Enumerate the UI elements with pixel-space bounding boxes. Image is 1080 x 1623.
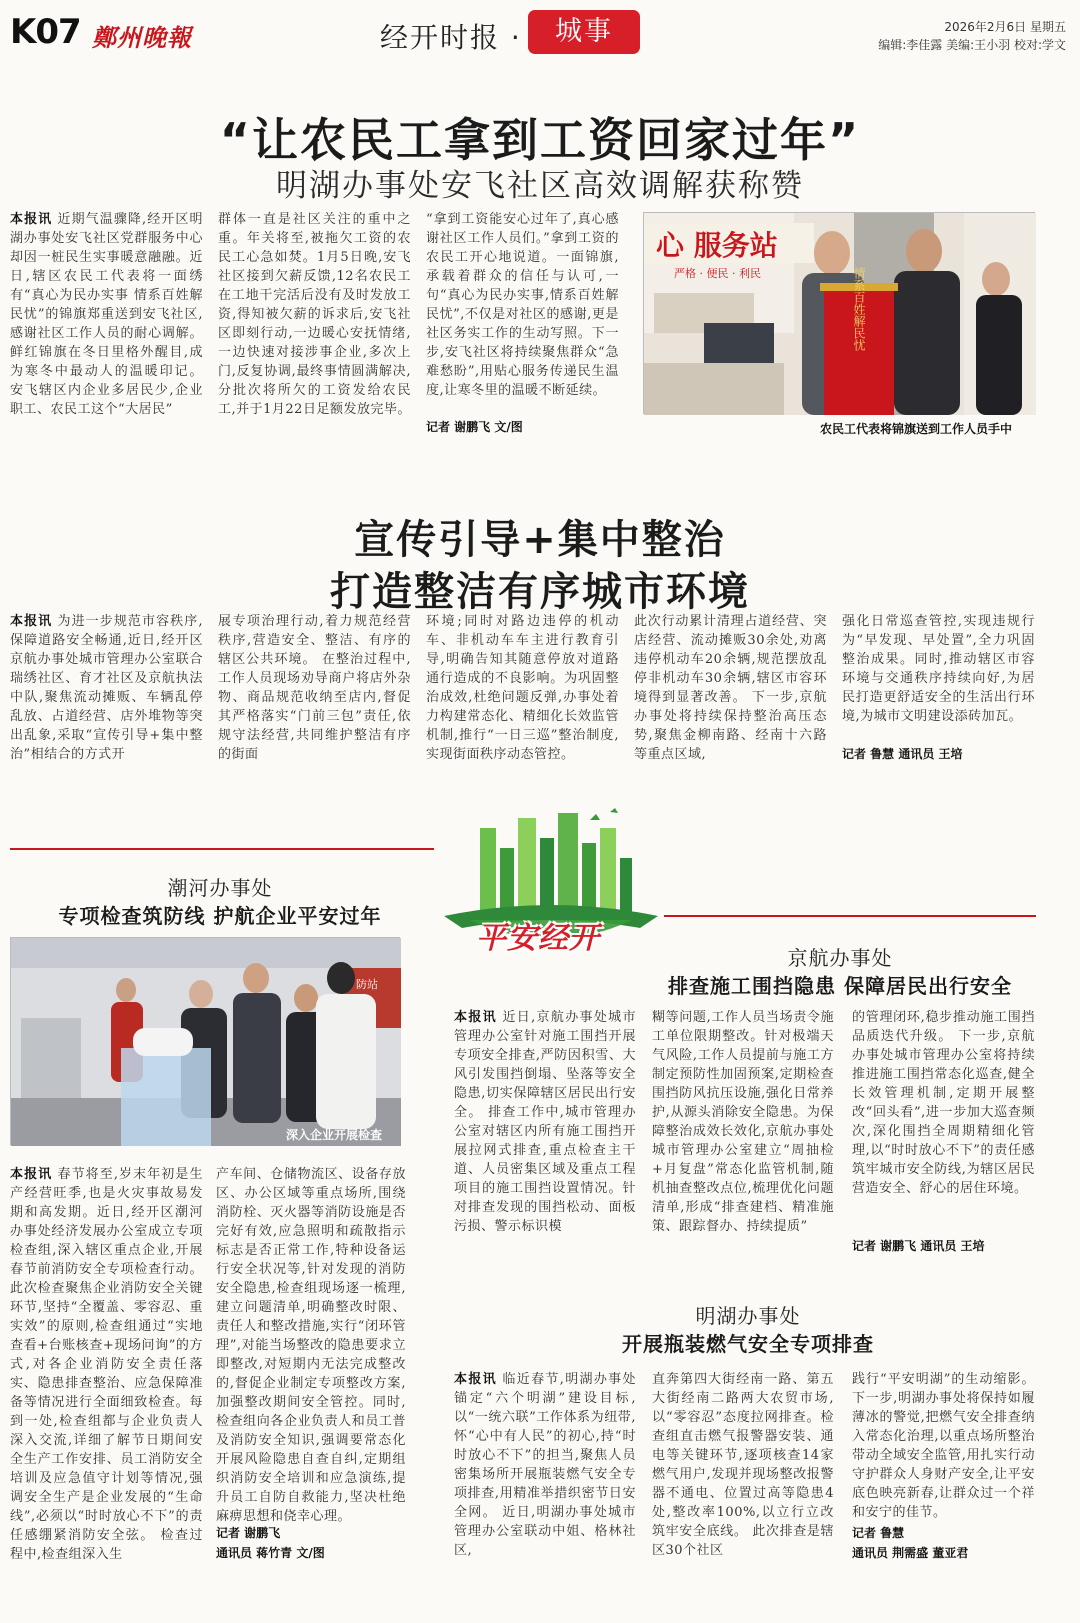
article5-col1-text: 临近春节,明湖办事处锚定“六个明湖”建设目标,以“一统六联”工作体系为纽带,怀“心中有人民”的初心,持“时时放心不下”的担当,聚焦人员密集场所开展瓶装燃气安全专项排查,用精准举措织密节日安全网。 近日,明湖办事处城市管理办公室联动中姐、格林社区, bbox=[454, 1372, 636, 1558]
article4-credit: 记者 谢鹏飞 通讯员 王培 bbox=[852, 1239, 985, 1253]
article1-lead: 本报讯 bbox=[10, 212, 53, 227]
article5-credit-1: 记者 鲁慧 bbox=[852, 1526, 905, 1540]
article1-subtitle: 明湖办事处安飞社区高效调解获称赞 bbox=[276, 168, 804, 204]
article2-column-5: 强化日常巡查管控,实现违规行为“早发现、早处置”,全力巩固整治成果。同时,推动辖区市容环境与交通秩序持续向好,为居民打造更舒适安全的生活出行环境,为城市文明建设添砖加瓦。 bbox=[842, 614, 1035, 724]
article1-column-2: 群体一直是社区关注的重中之重。年关将至,被拖欠工资的农民工心急如焚。1月5日晚,安飞社区接到欠薪反馈,12名农民工在工地干完活后没有及时发放工资,得知被欠薪的诉求后,安飞社区即刻行动,一边暖心安抚情绪,一边快速对接涉事企业,多次上门,反复协调,最终事情圆满解决,分批次将所欠的工资发给农民工,并于1月22日足额发放完毕。 bbox=[218, 212, 411, 417]
article3-credit-2: 通讯员 蒋竹青 文/图 bbox=[216, 1546, 325, 1560]
article2-lead: 本报讯 bbox=[10, 614, 53, 629]
article5-column-2: 直奔第四大街经南一路、第五大街经南二路两大农贸市场,以“零容忍”态度拉网排查。检查组直击燃气报警器安装、通电等关键环节,逐项核查14家燃气用户,发现并现场整改报警器不通电、位置过高等隐患4处,整改率100%,以立行立改筑牢安全底线。 此次排查是辖区30个社区 bbox=[652, 1372, 834, 1558]
article3-rule bbox=[10, 848, 434, 850]
photo-sign-text: 心 服务站 bbox=[656, 229, 778, 262]
article3-col1-text: 春节将至,岁末年初是生产经营旺季,也是火灾事故易发期和高发期。近日,经开区潮河办事处经济发展办公室成立专项检查组,深入辖区重点企业,开展春节前消防安全专项检查行动。 此次检查聚焦企业消防安全关键环节,坚持“全覆盖、零容忍、重实效”的原则,检查组通过“实地查看+台账核查+现场问询”的方式,对各企业消防安全责任落实、隐患排查整治、应急保障准备等情况进行全面细致检查。每到一处,检查组都与企业负责人深入交流,详细了解节日期间安全生产工作安排、员工消防安全培训及应急值守计划等情况,强调安全生产是企业发展的“生命线”,必须以“时时放心不下”的责任感绷紧消防安全弦。 检查过程中,检查组深入生 bbox=[10, 1167, 203, 1562]
article4-org: 京航办事处 bbox=[787, 946, 893, 970]
article4-col1-text: 近日,京航办事处城市管理办公室针对施工围挡开展专项安全排查,严防因积雪、大风引发围挡倒塌、坠落等安全隐患,切实保障辖区居民出行安全。 排查工作中,城市管理办公室对辖区内所有施工围挡开展拉网式排查,重点检查主干道、人员密集区域及重点工程项目的施工围挡设置情况。针对排查发现的围挡松动、面板污损、警示标识模 bbox=[454, 1010, 636, 1234]
article1-credit: 记者 谢鹏飞 文/图 bbox=[426, 420, 523, 434]
article2-title-line-2: 打造整洁有序城市环境 bbox=[330, 569, 750, 615]
article5-column-1 bbox=[454, 1370, 636, 1558]
article5-lead: 本报讯 bbox=[454, 1372, 497, 1387]
article1-column-3: “拿到工资能安心过年了,真心感谢社区工作人员们。”拿到工资的农民工开心地说道。一面锦旗,承载着群众的信任与认可,一句“真心为民办实事,情系百姓解民忧”,不仅是对社区的感谢,更是社区务实工作的生动写照。下一步,安飞社区将持续聚焦群众“急难愁盼”,用贴心服务传递民生温度,让寒冬里的温暖不断延续。 bbox=[426, 212, 619, 398]
article5-org: 明湖办事处 bbox=[695, 1304, 801, 1328]
article1-col1-text: 近期气温骤降,经开区明湖办事处安飞社区党群服务中心却因一桩民生实事暖意融融。近日,辖区农民工代表将一面绣有“真心为民办实事 情系百姓解民忧”的锦旗郑重送到安飞社区,感谢社区工作人员的耐心调解。鲜红锦旗在冬日里格外醒目,成为寒冬中最动人的温暖印记。 安飞辖区内企业多居民少,企业职工、农民工这个“大居民” bbox=[10, 212, 203, 417]
article2-title-line-1: 宣传引导+集中整治 bbox=[354, 517, 726, 563]
banner-text: 情系百姓解民忧 bbox=[852, 267, 866, 351]
article2-column-2: 展专项治理行动,着力规范经营秩序,营造安全、整洁、有序的辖区公共环境。 在整治过程中,工作人员现场劝导商户将店外杂物、商品规范收纳至店内,督促其严格落实“门前三包”责任,依规守法经营,共同维护整洁有序的街面 bbox=[218, 614, 411, 762]
article1-photo bbox=[643, 212, 1035, 414]
article2-col1-text: 为进一步规范市容秩序,保障道路安全畅通,近日,经开区京航办事处城市管理办公室联合瑞绣社区、育才社区及京航执法中队,聚焦流动摊贩、车辆乱停乱放、占道经营、店外堆物等突出乱象,采取“宣传引导+集中整治”相结合的方式开 bbox=[10, 614, 203, 762]
article4-column-2: 糊等问题,工作人员当场责令施工单位限期整改。针对极端天气风险,工作人员提前与施工方制定预防性加固预案,定期检查围挡防风抗压设施,强化日常养护,从源头消除安全隐患。为保障整治成效长效化,京航办事处城市管理办公室建立“周抽检+月复盘”常态化监管机制,随机抽查整改点位,梳理优化问题清单,形成“排查建档、精准施策、跟踪督办、持续提质” bbox=[652, 1010, 834, 1234]
article3-title: 专项检查筑防线 护航企业平安过年 bbox=[58, 904, 382, 928]
article5-title: 开展瓶装燃气安全专项排查 bbox=[622, 1332, 874, 1356]
article3-org: 潮河办事处 bbox=[167, 876, 273, 900]
article4-title: 排查施工围挡隐患 保障居民出行安全 bbox=[668, 974, 1012, 998]
article1-title: “让农民工拿到工资回家过年” bbox=[219, 113, 861, 167]
article2-column-4: 此次行动累计清理占道经营、突店经营、流动摊贩30余处,劝离违停机动车20余辆,规范摆放乱停非机动车30余辆,辖区市容环境得到显著改善。 下一步,京航办事处将持续保持整治高压态势,聚焦金柳南路、经南十六路等重点区域, bbox=[634, 614, 827, 762]
section-name: 经开时报 · bbox=[380, 21, 522, 54]
article3-lead: 本报讯 bbox=[10, 1167, 53, 1182]
article3-credit-1: 记者 谢鹏飞 bbox=[216, 1526, 281, 1540]
article2-column-3: 环境;同时对路边违停的机动车、非机动车车主进行教育引导,明确告知其随意停放对道路通行造成的不良影响。为巩固整治成效,杜绝问题反弹,办事处着力构建常态化、精细化长效监管机制,推行“一日三巡”整治制度,实现街面秩序动态管控。 bbox=[426, 614, 619, 762]
article4-rule bbox=[664, 915, 1036, 917]
photo-sign-text: 防站 bbox=[356, 978, 378, 991]
article5-credit-2: 通讯员 荆需盛 董亚君 bbox=[852, 1546, 969, 1560]
article2-column-1 bbox=[10, 612, 203, 764]
logo-text: 平安经开 bbox=[476, 921, 600, 956]
article3-column-2: 产车间、仓储物流区、设备存放区、办公区域等重点场所,围绕消防栓、灭火器等消防设施是否完好有效,应急照明和疏散指示标志是否正常工作,特种设备运行安全状况等,针对发现的消防安全隐患,检查组现场逐一梳理,建立问题清单,明确整改时限、责任人和整改措施,实行“闭环管理”,对能当场整改的隐患要求立即整改,对短期内无法完成整改的,督促企业制定专项整改方案,加强整改期间安全管控。同时,检查组向各企业负责人和员工普及消防安全知识,强调要常态化开展风险隐患自查自纠,定期组织消防安全培训和应急演练,提升员工自防自救能力,坚决杜绝麻痹思想和侥幸心理。 bbox=[216, 1167, 406, 1524]
article4-column-1 bbox=[454, 1008, 636, 1250]
page-number: K07 bbox=[10, 12, 81, 52]
article1-photo-caption: 农民工代表将锦旗送到工作人员手中 bbox=[820, 422, 1013, 436]
article4-lead: 本报讯 bbox=[454, 1010, 497, 1025]
issue-date: 2026年2月6日 星期五 bbox=[944, 20, 1066, 34]
pingan-jingkai-logo bbox=[440, 808, 662, 960]
newspaper-name: 鄭州晚報 bbox=[92, 23, 192, 52]
article5-column-3: 践行“平安明湖”的生动缩影。下一步,明湖办事处将保持如履薄冰的警觉,把燃气安全排查纳入常态化治理,以重点场所整治带动全域安全监管,用扎实行动守护群众人身财产安全,让平安底色映亮新春,让群众过一个祥和安宁的佳节。 bbox=[852, 1372, 1035, 1520]
article3-photo-caption: 深入企业开展检查 bbox=[286, 1128, 383, 1142]
photo-sign-subtext: 严格 · 便民 · 利民 bbox=[674, 267, 761, 280]
article3-photo-illustration bbox=[11, 938, 401, 1146]
editor-credits: 编辑:李佳露 美编:王小羽 校对:学文 bbox=[878, 38, 1066, 52]
article4-column-3: 的管理闭环,稳步推动施工围挡品质迭代升级。 下一步,京航办事处城市管理办公室将持续推进施工围挡常态化巡查,健全长效管理机制,定期开展整改“回头看”,进一步加大巡查频次,深化围挡全周期精细化管理,以“时时放心不下”的责任感筑牢城市安全防线,为辖区居民营造安全、舒心的居住环境。 bbox=[852, 1010, 1035, 1196]
article3-column-1 bbox=[10, 1165, 203, 1562]
article2-credit: 记者 鲁慧 通讯员 王培 bbox=[842, 747, 963, 761]
article1-photo-illustration bbox=[644, 213, 1036, 415]
article3-photo bbox=[10, 937, 400, 1145]
article1-column-1 bbox=[10, 210, 203, 442]
section-tag: 城事 bbox=[528, 10, 640, 54]
